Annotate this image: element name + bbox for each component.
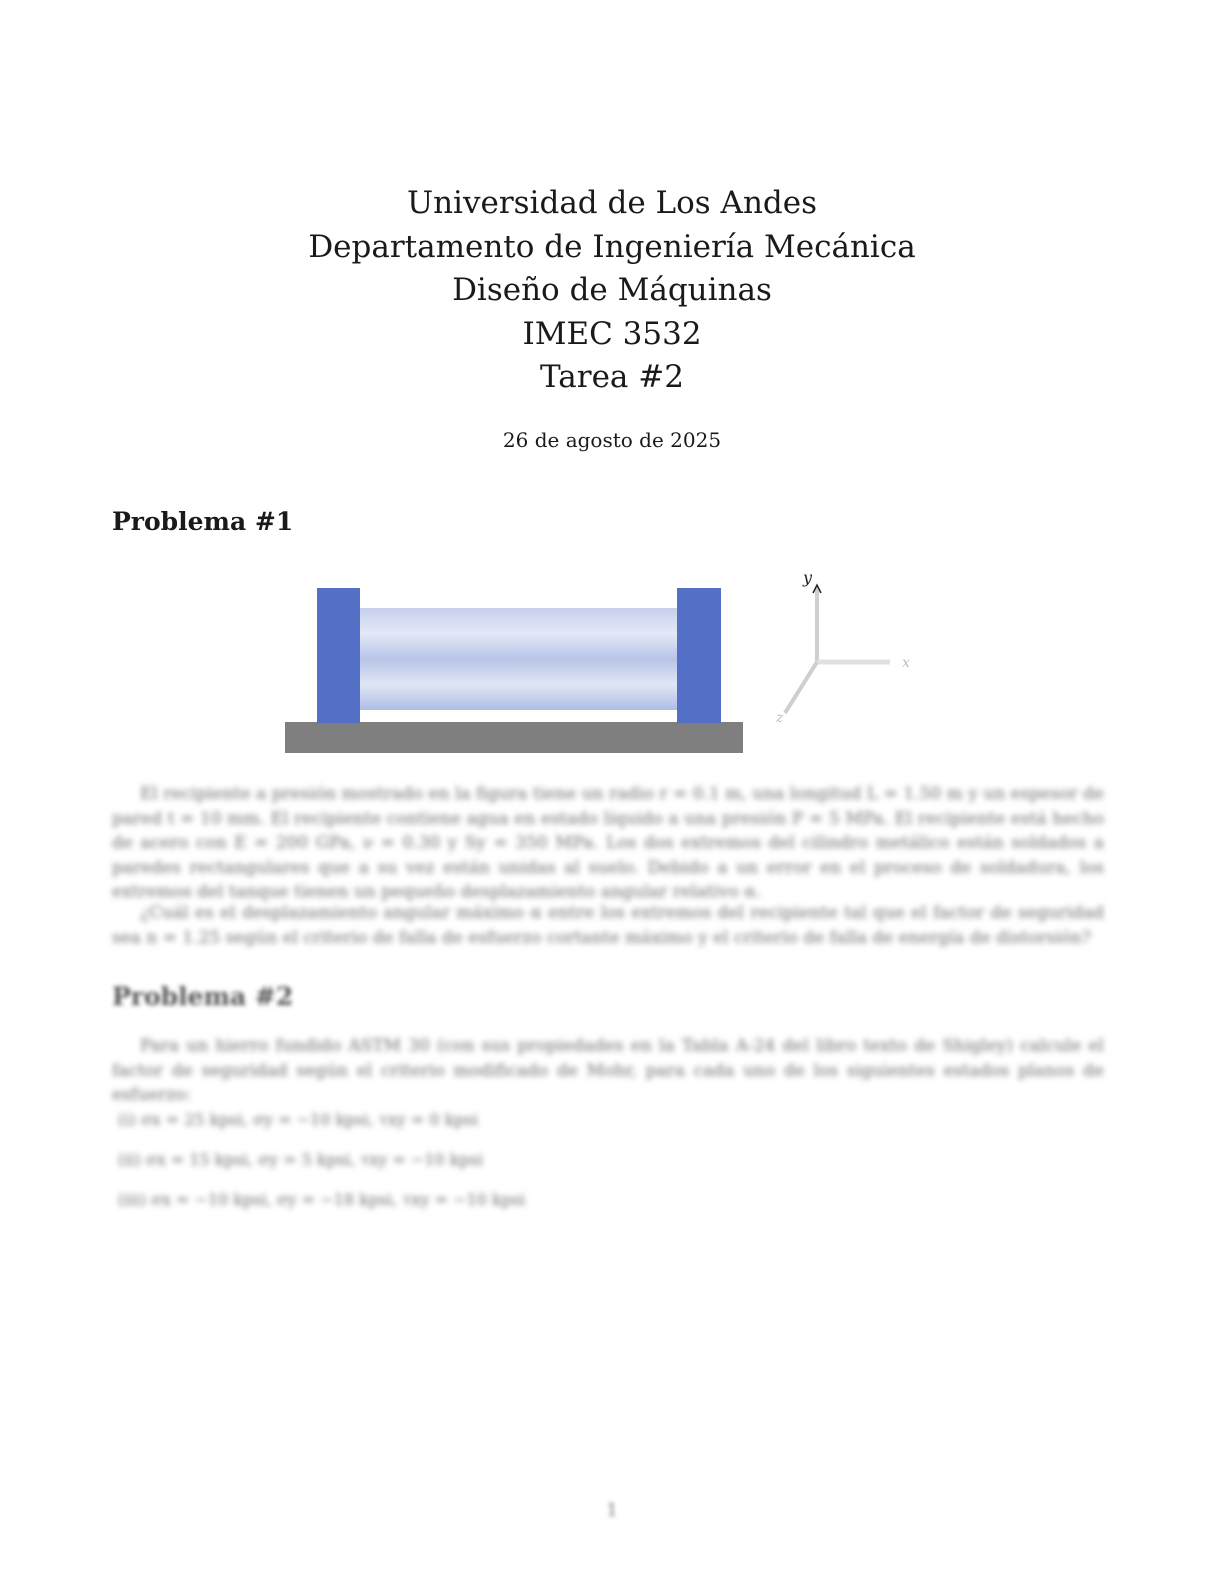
- problem-1-heading: Problema #1: [112, 507, 294, 536]
- stress-state-item: (iii) σx = −10 kpsi, σy = −18 kpsi, τxy = −10 kpsi: [118, 1190, 526, 1209]
- z-axis-label: z: [776, 710, 784, 726]
- problem-2-statement: Para un hierro fundido ASTM 30 (con sus propiedades en la Tabla A-24 del libro texto de Shigley) calcule el factor de seguridad según el criterio modificado de Mohr, para cada uno de los siguientes estados planos de esfuerzo:: [112, 1036, 1104, 1105]
- problem-1-statement: El recipiente a presión mostrado en la figura tiene un radio r = 0.1 m, una longitud L = 1.50 m y un espesor de pared t = 10 mm. El recipiente contiene agua en estado líquido a una presión P = 5 MPa. El recipiente está hecho de acero con E = 200 GPa, ν = 0.30 y Sy = 350 MPa. Los dos extremos del cilindro metálico están soldados a paredes rectangulares que a su vez están unidas al suelo. Debido a un error en el proceso de soldadura, los extremos del tanque tienen un pequeño desplazamiento angular relativo α.: [112, 784, 1104, 902]
- course-name: Diseño de Máquinas: [452, 272, 772, 308]
- ground-base: [285, 722, 743, 753]
- stress-state-item: (ii) σx = 15 kpsi, σy = 5 kpsi, τxy = −10 kpsi: [118, 1150, 484, 1169]
- document-title-block: [0, 182, 1224, 400]
- problem-1-question: ¿Cuál es el desplazamiento angular máximo α entre los extremos del recipiente tal que el factor de seguridad sea n = 1.25 según el criterio de falla de esfuerzo cortante máximo y el criterio de falla de energía de distorsión?: [112, 903, 1104, 948]
- assignment-title: Tarea #2: [540, 359, 684, 395]
- department-name: Departamento de Ingeniería Mecánica: [308, 228, 916, 265]
- university-name: Universidad de Los Andes: [406, 185, 818, 221]
- course-code: IMEC 3532: [522, 315, 702, 352]
- problem-2-heading: Problema #2: [112, 982, 294, 1011]
- y-axis-label: y: [803, 568, 813, 587]
- stress-states-list: [118, 1100, 525, 1220]
- left-support-wall: [317, 588, 360, 723]
- right-support-wall: [677, 588, 721, 723]
- pressure-vessel-figure: [280, 565, 940, 765]
- x-axis-label: x: [902, 655, 910, 671]
- stress-state-item: (i) σx = 25 kpsi, σy = −10 kpsi, τxy = 0 kpsi: [118, 1110, 478, 1129]
- page-number: 1: [606, 1500, 618, 1521]
- pressure-cylinder: [358, 608, 678, 710]
- document-date: 26 de agosto de 2025: [502, 428, 722, 452]
- z-axis-line: [785, 662, 817, 713]
